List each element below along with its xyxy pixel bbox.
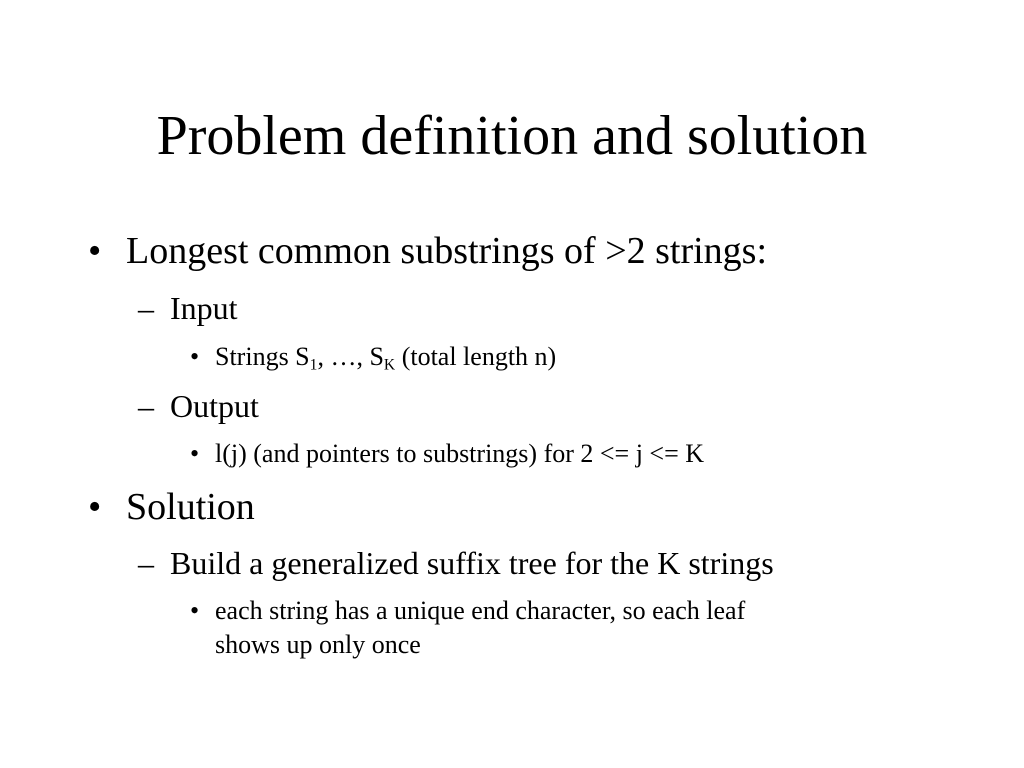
slide-title: Problem definition and solution xyxy=(156,105,868,167)
sub-item-text: Input xyxy=(170,290,238,326)
strings-suffix: (total length n) xyxy=(395,342,557,371)
sub-sub-item-text-line-1: each string has a unique end character, so each leaf xyxy=(215,596,746,625)
bullet-text: Solution xyxy=(126,486,255,528)
bullet-icon: • xyxy=(190,596,200,625)
sub-item-text: Build a generalized suffix tree for the K strings xyxy=(170,545,774,581)
bullet-icon: • xyxy=(88,230,102,272)
strings-prefix: Strings S xyxy=(215,342,310,371)
strings-middle: , …, S xyxy=(317,342,384,371)
bullet-icon: • xyxy=(88,486,102,528)
subscript-k: K xyxy=(383,356,396,374)
bullet-text: Longest common substrings of >2 strings: xyxy=(126,230,768,272)
bullet-icon: • xyxy=(190,342,200,371)
sub-sub-item-text: l(j) (and pointers to substrings) for 2 <= j <= K xyxy=(215,439,705,468)
sub-item-text: Output xyxy=(170,388,259,424)
sub-sub-item-text-line-2: shows up only once xyxy=(215,630,421,659)
dash-icon: – xyxy=(138,545,154,581)
dash-icon: – xyxy=(138,290,154,326)
bullet-icon: • xyxy=(190,439,200,468)
subscript-1: 1 xyxy=(309,356,318,374)
sub-sub-item-text xyxy=(215,340,556,374)
dash-icon: – xyxy=(138,388,154,424)
